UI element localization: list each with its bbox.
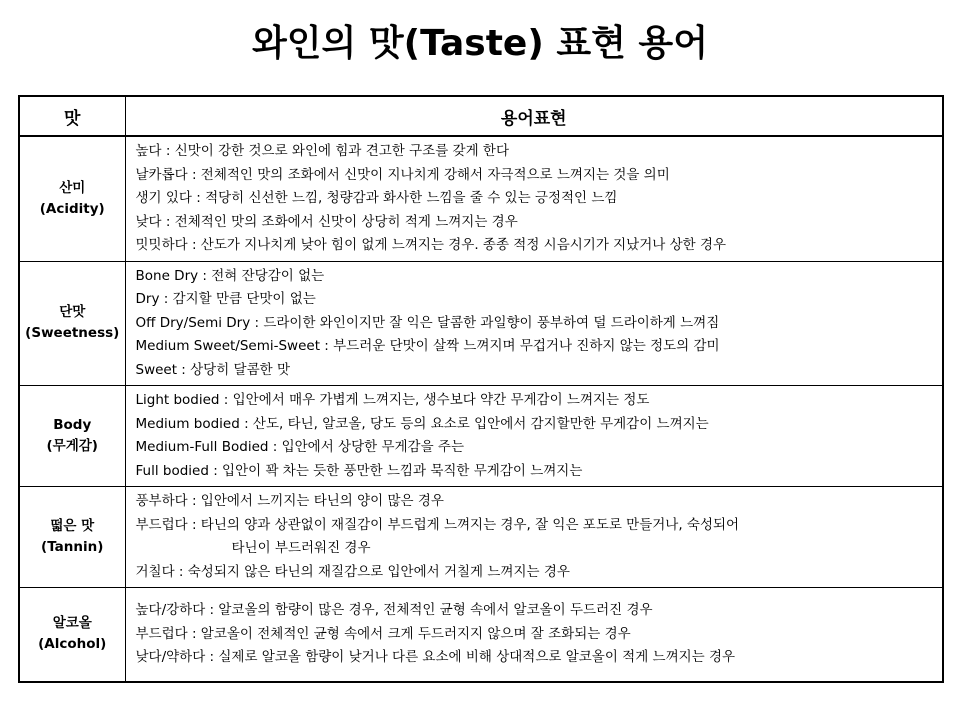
term-line: 생기 있다 : 적당히 신선한 느낌, 청량감과 화사한 느낌을 줄 수 있는 긍정적인 느낌	[135, 190, 618, 206]
category-subtitle: (Sweetness)	[25, 325, 120, 342]
term-line: 거칠다 : 숙성되지 않은 타닌의 재질감으로 입안에서 거칠게 느껴지는 경우	[135, 563, 570, 580]
table-row	[19, 136, 943, 261]
category-name: 떫은 맛	[50, 518, 95, 534]
term-line: 낮다 : 전체적인 맛의 조화에서 신맛이 상당히 적게 느껴지는 경우	[135, 213, 518, 230]
category-subtitle: (Tannin)	[41, 539, 104, 555]
terms-cell-alcohol	[125, 588, 943, 682]
term-line: Sweet : 상당히 달콤한 맛	[135, 361, 291, 378]
term-line-continuation: 타닌이 부드러워진 경우	[231, 540, 371, 556]
header-terms: 용어표현	[125, 96, 943, 136]
term-line: Full bodied : 입안이 꽉 차는 듯한 풍만한 느낌과 묵직한 무게감이 느껴지는	[135, 462, 583, 479]
term-line: Medium-Full Bodied : 입안에서 상당한 무게감을 주는	[135, 439, 464, 455]
category-cell-alcohol	[19, 588, 125, 682]
category-cell-acidity	[19, 136, 125, 261]
term-line: Medium Sweet/Semi-Sweet : 부드러운 단맛이 살짝 느껴지며 무겁거나 진하지 않는 정도의 감미	[135, 338, 720, 354]
term-line: Dry : 감지할 만큼 단맛이 없는	[135, 291, 316, 307]
taste-terms-table	[18, 95, 944, 683]
table-row	[19, 487, 943, 588]
category-cell-tannin	[19, 487, 125, 588]
term-line: Medium bodied : 산도, 타닌, 알코올, 당도 등의 요소로 입안에서 감지할만한 무게감이 느껴지는	[135, 415, 709, 432]
page-title: 와인의 맛(Taste) 표현 용어	[252, 23, 708, 64]
term-line: Bone Dry : 전혀 잔당감이 없는	[135, 267, 325, 284]
term-line: 부드럽다 : 알코올이 전체적인 균형 속에서 크게 두드러지지 않으며 잘 조화되는 경우	[135, 625, 631, 642]
category-subtitle: (Alcohol)	[38, 636, 107, 653]
table-header-row	[19, 96, 943, 136]
terms-cell-sweetness	[125, 261, 943, 386]
term-line: 낮다/약하다 : 실제로 알코올 함량이 낮거나 다른 요소에 비해 상대적으로 알코올이 적게 느껴지는 경우	[135, 649, 736, 665]
terms-cell-acidity	[125, 136, 943, 261]
term-line: Off Dry/Semi Dry : 드라이한 와인이지만 잘 익은 달콤한 과일향이 풍부하여 덜 드라이하게 느껴짐	[135, 314, 720, 331]
terms-cell-tannin	[125, 487, 943, 588]
category-name: 알코올	[52, 615, 92, 632]
term-line: 높다 : 신맛이 강한 것으로 와인에 힘과 견고한 구조를 갖게 한다	[135, 143, 509, 159]
category-name: Body	[53, 417, 92, 433]
category-cell-sweetness	[19, 261, 125, 386]
category-subtitle: (Acidity)	[39, 200, 105, 217]
term-line: 풍부하다 : 입안에서 느끼지는 타닌의 양이 많은 경우	[135, 493, 444, 509]
term-line: 날카롭다 : 전체적인 맛의 조화에서 신맛이 지나치게 강해서 자극적으로 느껴지는 것을 의미	[135, 166, 670, 183]
table-row	[19, 386, 943, 487]
category-name: 단맛	[59, 304, 86, 321]
table-row	[19, 261, 943, 386]
term-line: 밋밋하다 : 산도가 지나치게 낮아 힘이 없게 느껴지는 경우. 종종 적정 시음시기가 지났거나 상한 경우	[135, 237, 727, 253]
header-taste: 맛	[19, 96, 125, 136]
table-row	[19, 588, 943, 682]
terms-cell-body	[125, 386, 943, 487]
term-line: Light bodied : 입안에서 매우 가볍게 느껴지는, 생수보다 약간 무게감이 느껴지는 정도	[135, 392, 650, 408]
category-subtitle: (무게감)	[46, 438, 98, 454]
category-cell-body	[19, 386, 125, 487]
term-line: 부드럽다 : 타닌의 양과 상관없이 재질감이 부드럽게 느껴지는 경우, 잘 익은 포도로 만들거나, 숙성되어	[135, 516, 740, 533]
term-line: 높다/강하다 : 알코올의 함량이 많은 경우, 전체적인 균형 속에서 알코올이 두드러진 경우	[135, 602, 653, 618]
category-name: 산미	[59, 179, 86, 196]
